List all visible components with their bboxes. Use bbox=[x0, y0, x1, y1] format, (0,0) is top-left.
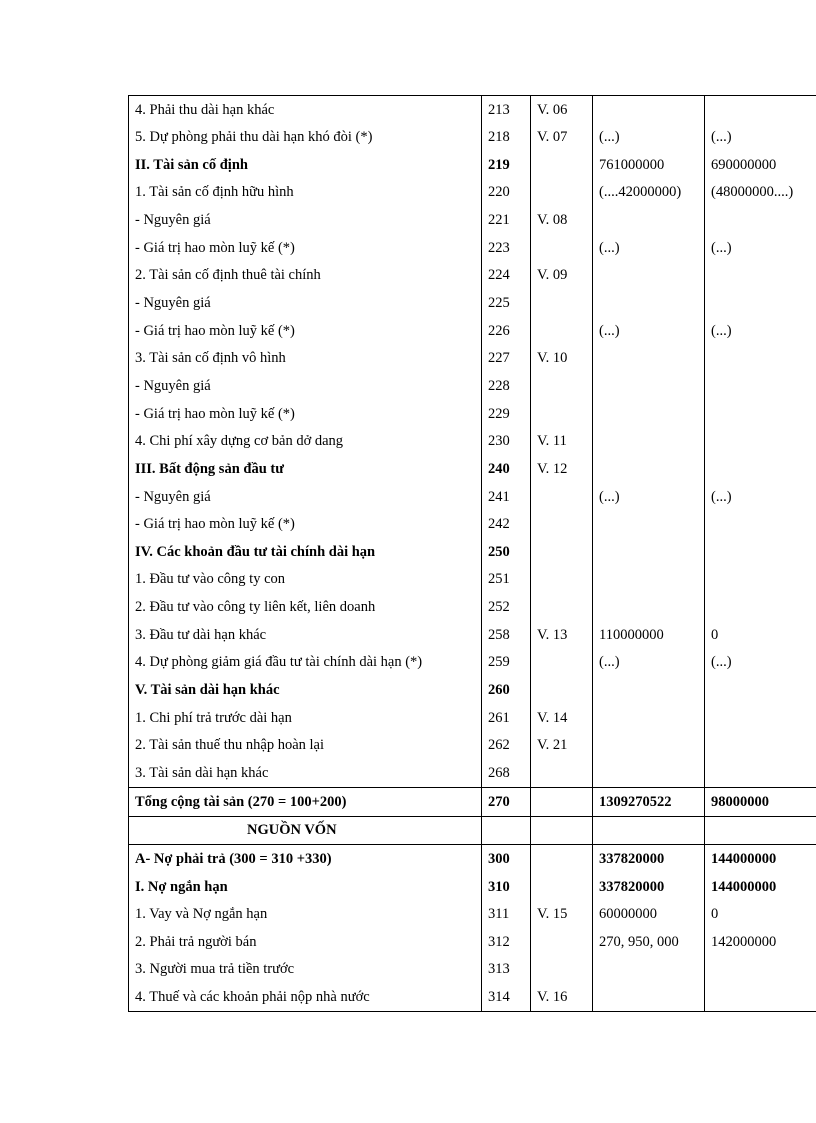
row-label: III. Bất động sản đầu tư bbox=[129, 455, 482, 483]
row-label: 4. Dự phòng giảm giá đầu tư tài chính dài hạn (*) bbox=[129, 649, 482, 677]
row-previous-value bbox=[705, 511, 816, 539]
row-previous-value bbox=[705, 704, 816, 732]
section-row bbox=[129, 455, 816, 483]
row-code: 310 bbox=[482, 873, 531, 901]
row-code: 223 bbox=[482, 234, 531, 262]
row-current-value bbox=[593, 956, 705, 984]
row-previous-value bbox=[705, 566, 816, 594]
row-label: - Giá trị hao mòn luỹ kế (*) bbox=[129, 511, 482, 539]
row-note: V. 21 bbox=[531, 732, 593, 760]
table-row bbox=[129, 594, 816, 622]
row-note bbox=[531, 538, 593, 566]
row-note: V. 08 bbox=[531, 207, 593, 235]
table-row bbox=[129, 124, 816, 152]
row-code: 250 bbox=[482, 538, 531, 566]
section-heading: NGUỒN VỐN bbox=[129, 816, 482, 845]
table-row bbox=[129, 901, 816, 929]
row-previous-value: 690000000 bbox=[705, 151, 816, 179]
row-note bbox=[531, 372, 593, 400]
row-note bbox=[531, 873, 593, 901]
row-label: 3. Tài sản dài hạn khác bbox=[129, 759, 482, 787]
row-note: V. 11 bbox=[531, 428, 593, 456]
table-row bbox=[129, 428, 816, 456]
row-note bbox=[531, 511, 593, 539]
table-row bbox=[129, 317, 816, 345]
row-note bbox=[531, 151, 593, 179]
row-label: 1. Tài sản cố định hữu hình bbox=[129, 179, 482, 207]
section-row bbox=[129, 151, 816, 179]
row-current-value bbox=[593, 96, 705, 124]
row-label: 2. Đầu tư vào công ty liên kết, liên doanh bbox=[129, 594, 482, 622]
row-note: V. 14 bbox=[531, 704, 593, 732]
table-row bbox=[129, 179, 816, 207]
row-label: 3. Tài sản cố định vô hình bbox=[129, 345, 482, 373]
row-label: 1. Chi phí trả trước dài hạn bbox=[129, 704, 482, 732]
row-label: IV. Các khoản đầu tư tài chính dài hạn bbox=[129, 538, 482, 566]
table-row bbox=[129, 704, 816, 732]
row-code: 213 bbox=[482, 96, 531, 124]
row-current-value bbox=[593, 289, 705, 317]
row-previous-value: (...) bbox=[705, 483, 816, 511]
row-label: - Giá trị hao mòn luỹ kế (*) bbox=[129, 400, 482, 428]
row-note bbox=[531, 956, 593, 984]
row-code: 313 bbox=[482, 956, 531, 984]
row-label: - Giá trị hao mòn luỹ kế (*) bbox=[129, 317, 482, 345]
table-row bbox=[129, 372, 816, 400]
row-previous-value bbox=[705, 676, 816, 704]
section-row bbox=[129, 538, 816, 566]
row-previous-value bbox=[705, 956, 816, 984]
table-row bbox=[129, 234, 816, 262]
table-row bbox=[129, 96, 816, 124]
section-row bbox=[129, 676, 816, 704]
row-code: 311 bbox=[482, 901, 531, 929]
row-current-value: 110000000 bbox=[593, 621, 705, 649]
row-current-value: 761000000 bbox=[593, 151, 705, 179]
section-row bbox=[129, 845, 816, 873]
row-code: 225 bbox=[482, 289, 531, 317]
row-current-value bbox=[593, 538, 705, 566]
row-label: 1. Vay và Nợ ngắn hạn bbox=[129, 901, 482, 929]
row-label: - Nguyên giá bbox=[129, 372, 482, 400]
row-note bbox=[531, 845, 593, 873]
row-previous-value: 0 bbox=[705, 901, 816, 929]
row-current-value bbox=[593, 984, 705, 1012]
balance-sheet-body bbox=[129, 96, 816, 1012]
row-label: 1. Đầu tư vào công ty con bbox=[129, 566, 482, 594]
row-code: 258 bbox=[482, 621, 531, 649]
row-label: I. Nợ ngắn hạn bbox=[129, 873, 482, 901]
row-note bbox=[531, 179, 593, 207]
row-current-value bbox=[593, 594, 705, 622]
row-code: 270 bbox=[482, 788, 531, 817]
row-label: 4. Thuế và các khoản phải nộp nhà nước bbox=[129, 984, 482, 1012]
row-label: 5. Dự phòng phải thu dài hạn khó đòi (*) bbox=[129, 124, 482, 152]
row-code: 218 bbox=[482, 124, 531, 152]
row-previous-value bbox=[705, 96, 816, 124]
row-code: 229 bbox=[482, 400, 531, 428]
total-assets-row bbox=[129, 788, 816, 817]
row-note bbox=[531, 400, 593, 428]
table-row bbox=[129, 566, 816, 594]
row-current-value: 337820000 bbox=[593, 845, 705, 873]
row-current-value bbox=[593, 400, 705, 428]
row-note bbox=[531, 788, 593, 817]
row-previous-value bbox=[705, 345, 816, 373]
row-label: V. Tài sản dài hạn khác bbox=[129, 676, 482, 704]
row-current-value: 60000000 bbox=[593, 901, 705, 929]
row-code: 224 bbox=[482, 262, 531, 290]
table-row bbox=[129, 511, 816, 539]
row-note bbox=[531, 317, 593, 345]
row-previous-value: (...) bbox=[705, 124, 816, 152]
row-code: 220 bbox=[482, 179, 531, 207]
row-code: 314 bbox=[482, 984, 531, 1012]
row-code: 268 bbox=[482, 759, 531, 787]
row-current-value bbox=[593, 455, 705, 483]
row-label: 3. Đầu tư dài hạn khác bbox=[129, 621, 482, 649]
row-note bbox=[531, 759, 593, 787]
row-current-value bbox=[593, 345, 705, 373]
row-previous-value bbox=[705, 816, 816, 845]
row-note: V. 13 bbox=[531, 621, 593, 649]
row-note: V. 12 bbox=[531, 455, 593, 483]
table-row bbox=[129, 262, 816, 290]
section-row bbox=[129, 873, 816, 901]
row-previous-value bbox=[705, 262, 816, 290]
row-label: 4. Chi phí xây dựng cơ bản dở dang bbox=[129, 428, 482, 456]
row-note bbox=[531, 594, 593, 622]
row-previous-value: (...) bbox=[705, 234, 816, 262]
row-label: - Nguyên giá bbox=[129, 483, 482, 511]
row-current-value: (...) bbox=[593, 317, 705, 345]
row-label: - Giá trị hao mòn luỹ kế (*) bbox=[129, 234, 482, 262]
row-current-value bbox=[593, 732, 705, 760]
table-row bbox=[129, 956, 816, 984]
row-current-value bbox=[593, 566, 705, 594]
row-code: 228 bbox=[482, 372, 531, 400]
row-note bbox=[531, 483, 593, 511]
row-note: V. 07 bbox=[531, 124, 593, 152]
row-previous-value: (48000000....) bbox=[705, 179, 816, 207]
row-code: 227 bbox=[482, 345, 531, 373]
row-current-value: (....42000000) bbox=[593, 179, 705, 207]
row-note: V. 15 bbox=[531, 901, 593, 929]
row-previous-value bbox=[705, 428, 816, 456]
row-label: 3. Người mua trả tiền trước bbox=[129, 956, 482, 984]
row-previous-value: 0 bbox=[705, 621, 816, 649]
row-note bbox=[531, 649, 593, 677]
row-label: 4. Phải thu dài hạn khác bbox=[129, 96, 482, 124]
row-current-value: (...) bbox=[593, 234, 705, 262]
row-previous-value: 144000000 bbox=[705, 873, 816, 901]
row-code: 230 bbox=[482, 428, 531, 456]
row-current-value: 270, 950, 000 bbox=[593, 928, 705, 956]
row-previous-value bbox=[705, 759, 816, 787]
row-current-value bbox=[593, 704, 705, 732]
row-note bbox=[531, 566, 593, 594]
row-label: II. Tài sản cố định bbox=[129, 151, 482, 179]
row-current-value bbox=[593, 428, 705, 456]
row-current-value bbox=[593, 816, 705, 845]
row-previous-value: 142000000 bbox=[705, 928, 816, 956]
row-previous-value: (...) bbox=[705, 649, 816, 677]
row-note bbox=[531, 676, 593, 704]
row-note: V. 16 bbox=[531, 984, 593, 1012]
table-row bbox=[129, 732, 816, 760]
row-previous-value bbox=[705, 289, 816, 317]
table-row bbox=[129, 649, 816, 677]
row-note bbox=[531, 928, 593, 956]
row-code: 221 bbox=[482, 207, 531, 235]
row-current-value bbox=[593, 676, 705, 704]
row-note bbox=[531, 289, 593, 317]
row-note: V. 06 bbox=[531, 96, 593, 124]
row-current-value: (...) bbox=[593, 649, 705, 677]
row-code: 240 bbox=[482, 455, 531, 483]
row-code: 219 bbox=[482, 151, 531, 179]
row-current-value: 337820000 bbox=[593, 873, 705, 901]
row-previous-value: (...) bbox=[705, 317, 816, 345]
row-current-value bbox=[593, 207, 705, 235]
row-code: 242 bbox=[482, 511, 531, 539]
row-code: 261 bbox=[482, 704, 531, 732]
row-code: 260 bbox=[482, 676, 531, 704]
row-current-value bbox=[593, 511, 705, 539]
row-previous-value bbox=[705, 538, 816, 566]
row-label: 2. Tài sản cố định thuê tài chính bbox=[129, 262, 482, 290]
row-code bbox=[482, 816, 531, 845]
table-row bbox=[129, 207, 816, 235]
row-previous-value: 144000000 bbox=[705, 845, 816, 873]
row-current-value: (...) bbox=[593, 124, 705, 152]
row-label: Tổng cộng tài sản (270 = 100+200) bbox=[129, 788, 482, 817]
row-code: 262 bbox=[482, 732, 531, 760]
table-row bbox=[129, 400, 816, 428]
row-previous-value bbox=[705, 984, 816, 1012]
row-code: 312 bbox=[482, 928, 531, 956]
row-note: V. 10 bbox=[531, 345, 593, 373]
row-current-value bbox=[593, 759, 705, 787]
capital-heading-row bbox=[129, 816, 816, 845]
row-previous-value bbox=[705, 400, 816, 428]
row-code: 251 bbox=[482, 566, 531, 594]
row-previous-value bbox=[705, 732, 816, 760]
row-code: 226 bbox=[482, 317, 531, 345]
row-note: V. 09 bbox=[531, 262, 593, 290]
row-current-value: (...) bbox=[593, 483, 705, 511]
row-current-value: 1309270522 bbox=[593, 788, 705, 817]
row-label: A- Nợ phải trả (300 = 310 +330) bbox=[129, 845, 482, 873]
row-label: 2. Phải trả người bán bbox=[129, 928, 482, 956]
row-code: 300 bbox=[482, 845, 531, 873]
row-note bbox=[531, 816, 593, 845]
row-current-value bbox=[593, 262, 705, 290]
row-note bbox=[531, 234, 593, 262]
row-label: - Nguyên giá bbox=[129, 207, 482, 235]
table-row bbox=[129, 621, 816, 649]
table-row bbox=[129, 345, 816, 373]
table-row bbox=[129, 928, 816, 956]
table-row bbox=[129, 289, 816, 317]
row-previous-value bbox=[705, 594, 816, 622]
row-previous-value bbox=[705, 372, 816, 400]
row-previous-value: 98000000 bbox=[705, 788, 816, 817]
table-row bbox=[129, 483, 816, 511]
table-row bbox=[129, 984, 816, 1012]
row-label: - Nguyên giá bbox=[129, 289, 482, 317]
row-code: 259 bbox=[482, 649, 531, 677]
row-previous-value bbox=[705, 207, 816, 235]
balance-sheet-table bbox=[128, 95, 816, 1012]
row-code: 252 bbox=[482, 594, 531, 622]
row-current-value bbox=[593, 372, 705, 400]
row-previous-value bbox=[705, 455, 816, 483]
row-code: 241 bbox=[482, 483, 531, 511]
table-row bbox=[129, 759, 816, 787]
row-label: 2. Tài sản thuế thu nhập hoàn lại bbox=[129, 732, 482, 760]
